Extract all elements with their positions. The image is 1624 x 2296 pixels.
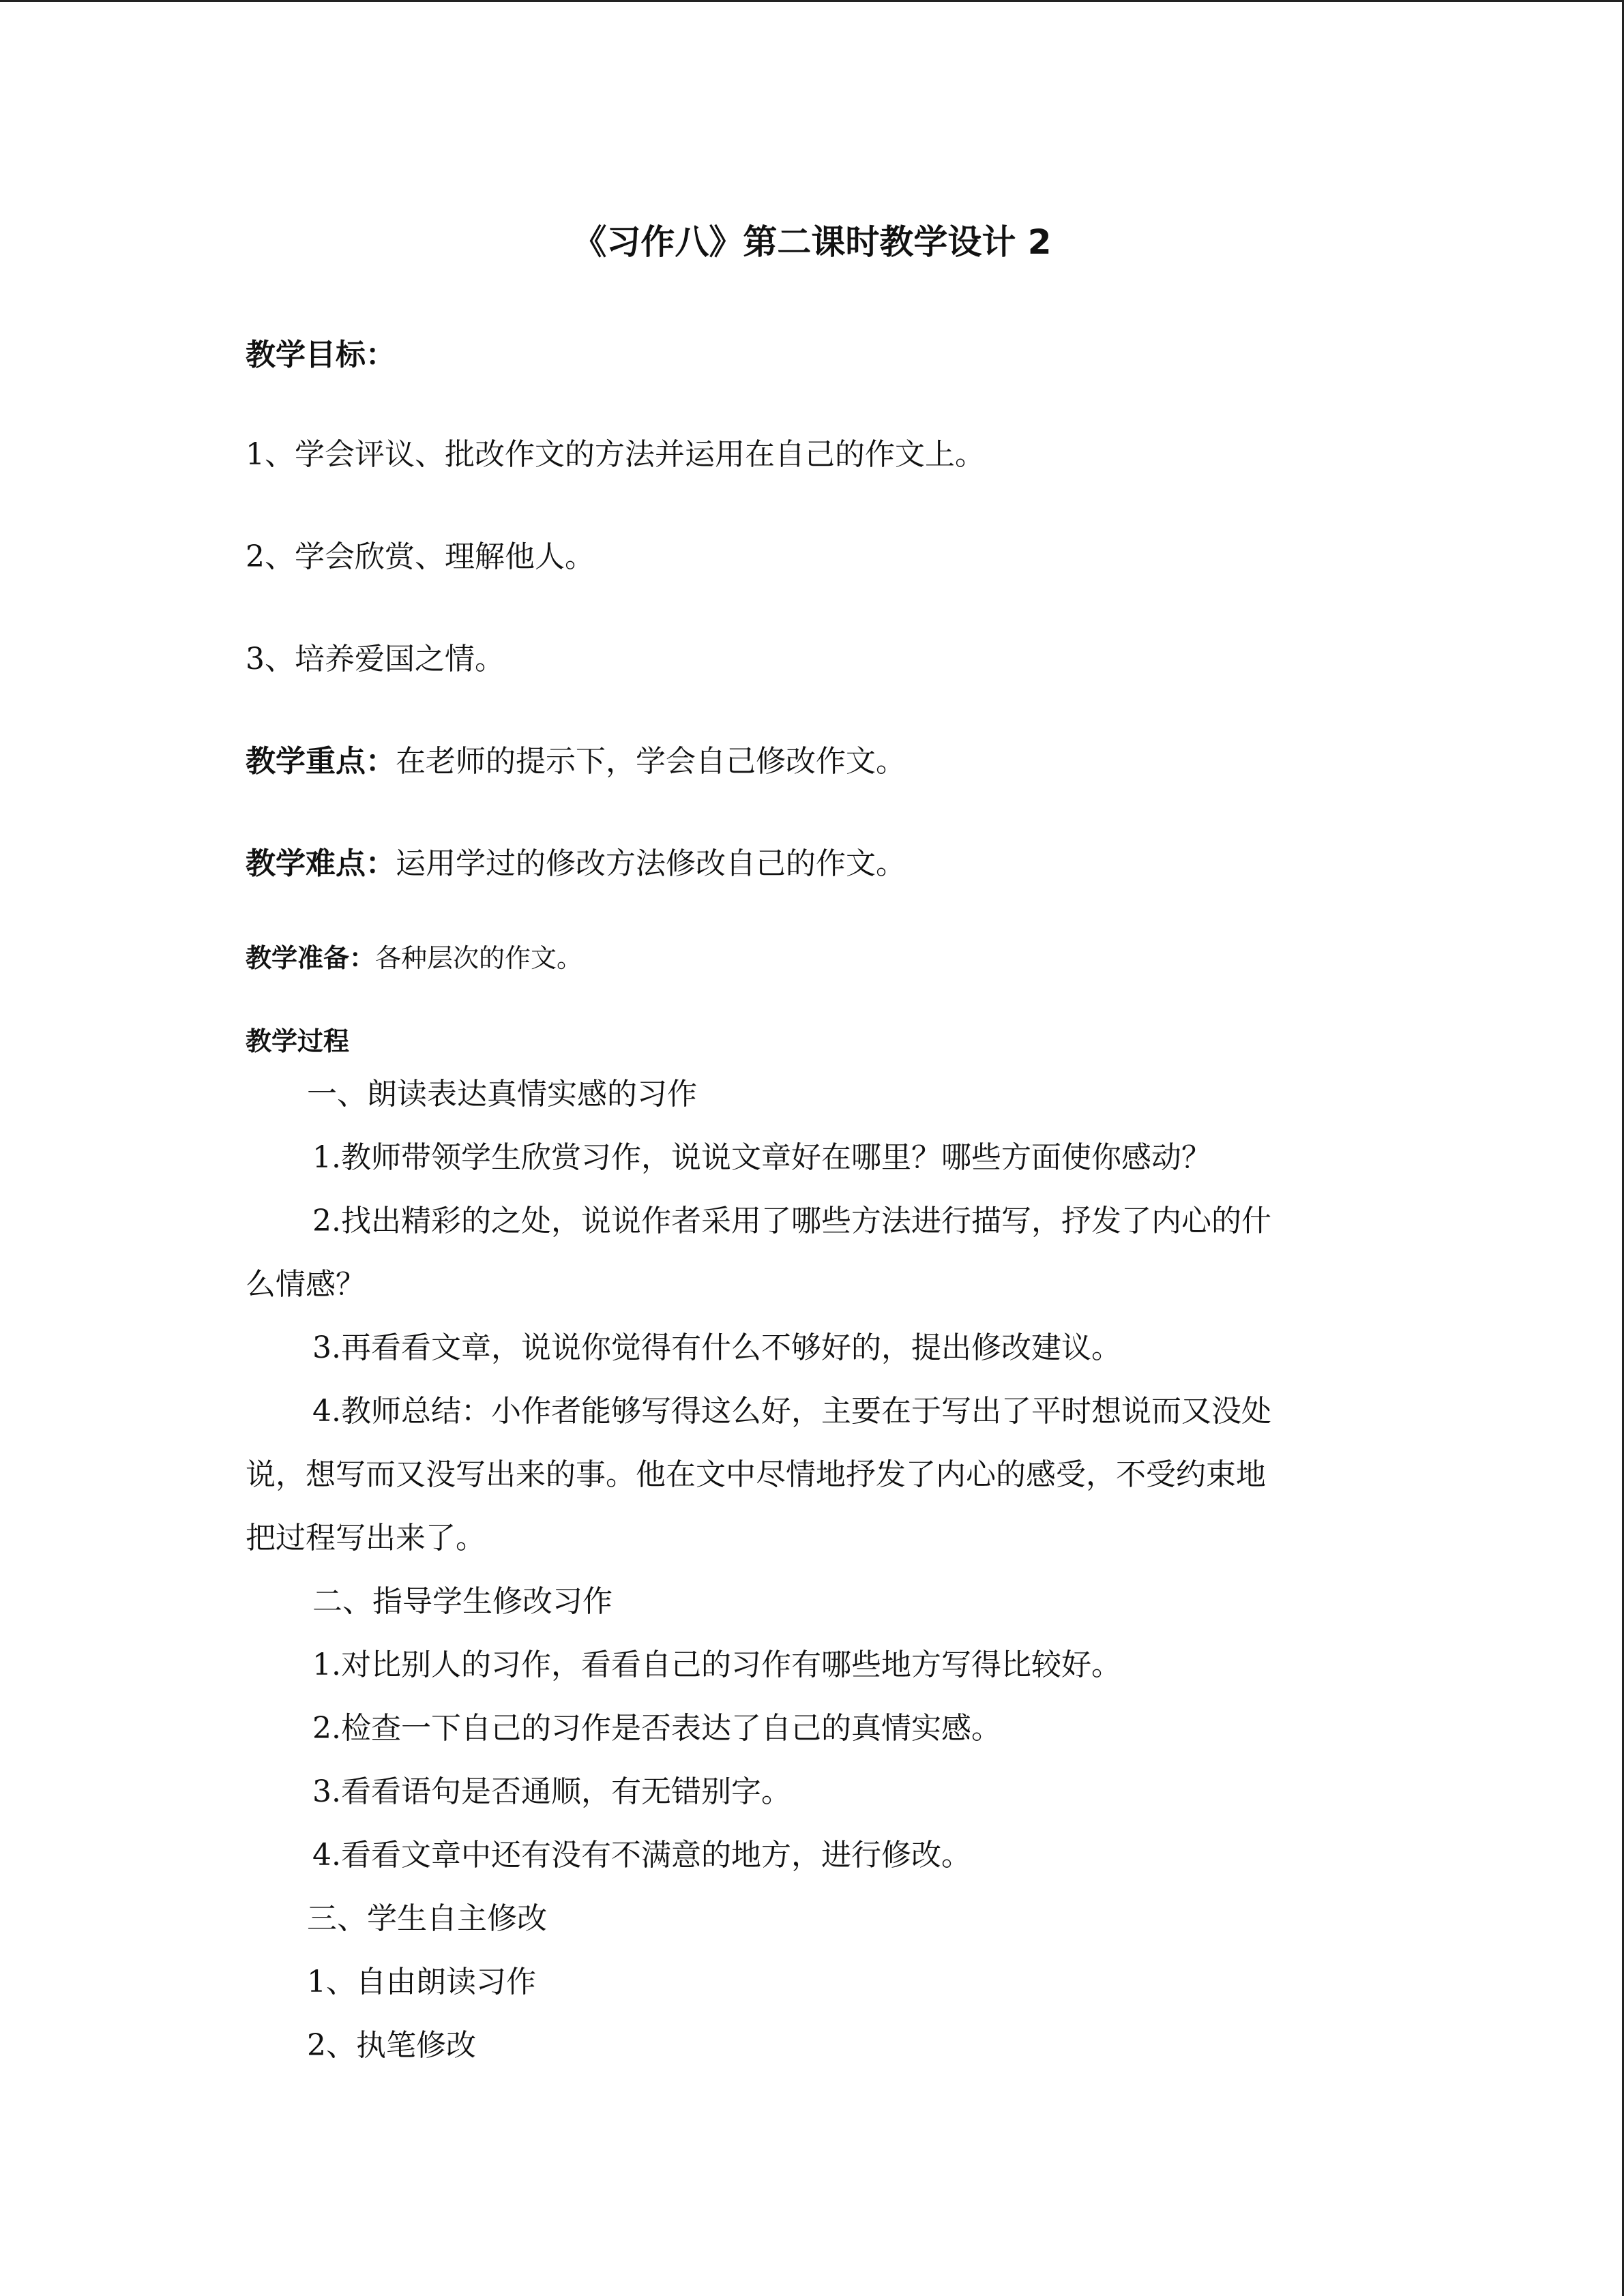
section-1-heading: 一、朗读表达真情实感的习作 <box>307 1077 697 1112</box>
preparation-text: 各种层次的作文。 <box>375 943 583 973</box>
process-heading: 教学过程 <box>246 1026 350 1056</box>
objective-3: 3、培养爱国之情。 <box>246 642 505 676</box>
section-1-item-3: 3.再看看文章，说说你觉得有什么不够好的，提出修改建议。 <box>312 1330 1121 1365</box>
section-1-item-2-line-1: 2.找出精彩的之处，说说作者采用了哪些方法进行描写，抒发了内心的什 <box>312 1204 1271 1238</box>
preparation <box>246 938 582 979</box>
section-2-item-2: 2.检查一下自己的习作是否表达了自己的真情实感。 <box>312 1711 1001 1746</box>
objective-1: 1、学会评议、批改作文的方法并运用在自己的作文上。 <box>246 437 985 472</box>
key-point <box>246 741 906 782</box>
section-1-item-4-line-1: 4.教师总结：小作者能够写得这么好，主要在于写出了平时想说而又没处 <box>312 1394 1271 1429</box>
section-2-item-3: 3.看看语句是否通顺，有无错别字。 <box>312 1774 791 1809</box>
section-3-heading: 三、学生自主修改 <box>307 1901 547 1936</box>
difficulty-label: 教学难点： <box>246 846 396 881</box>
key-point-label: 教学重点： <box>246 744 396 779</box>
key-point-text: 在老师的提示下，学会自己修改作文。 <box>396 744 906 779</box>
preparation-label: 教学准备： <box>246 943 376 973</box>
section-1-item-4-line-3: 把过程写出来了。 <box>246 1521 486 1555</box>
section-1-item-2-line-2: 么情感？ <box>246 1267 366 1302</box>
document-title: 《习作八》第二课时教学设计 2 <box>572 222 1052 262</box>
difficulty-text: 运用学过的修改方法修改自己的作文。 <box>396 846 906 881</box>
section-3-item-2: 2、执笔修改 <box>307 2028 476 2063</box>
section-3-item-1: 1、自由朗读习作 <box>307 1965 536 1999</box>
difficulty <box>246 844 906 884</box>
section-1-item-1: 1.教师带领学生欣赏习作，说说文章好在哪里？哪些方面使你感动？ <box>312 1140 1211 1175</box>
section-1-item-4-line-2: 说，想写而又没写出来的事。他在文中尽情地抒发了内心的感受，不受约束地 <box>246 1457 1266 1492</box>
section-2-item-1: 1.对比别人的习作，看看自己的习作有哪些地方写得比较好。 <box>312 1648 1121 1682</box>
objective-2: 2、学会欣赏、理解他人。 <box>246 539 595 574</box>
section-2-item-4: 4.看看文章中还有没有不满意的地方，进行修改。 <box>312 1838 971 1873</box>
section-2-heading: 二、指导学生修改习作 <box>312 1584 612 1619</box>
objectives-heading: 教学目标： <box>246 338 396 372</box>
